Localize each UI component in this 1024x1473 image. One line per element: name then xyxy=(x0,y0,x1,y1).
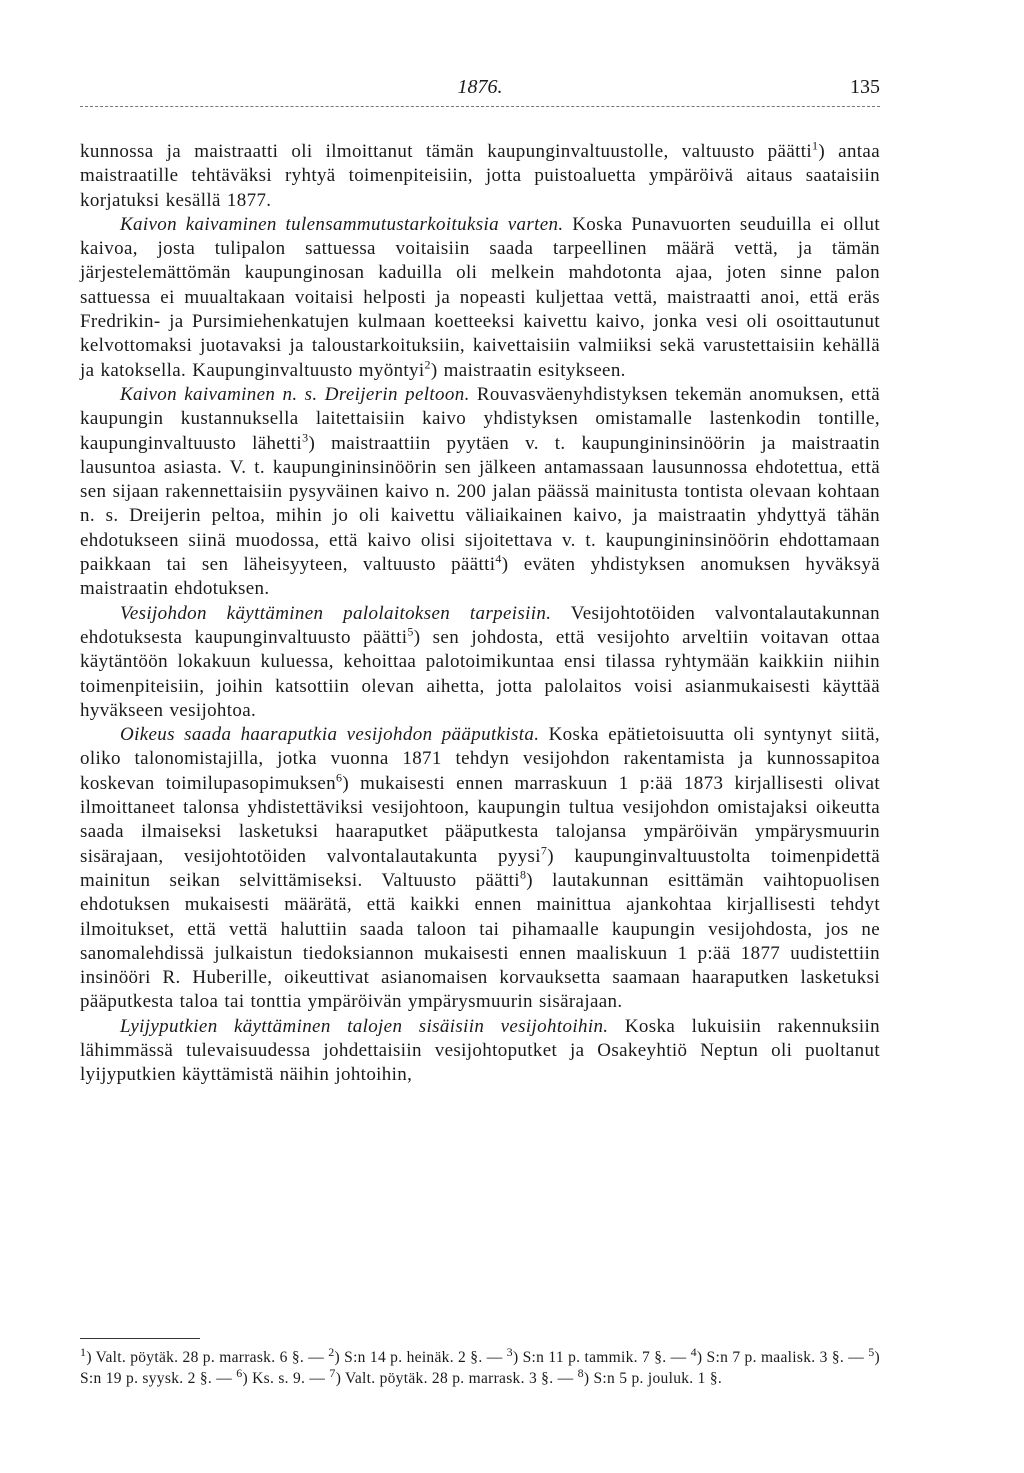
text-run: ) maistraattiin pyytäen v. t. kaupungininsinöörin ja maistraatin lausuntoa asiasta. V. t. kaupungininsinöörin sen jälkeen antamassaan lausunnossa ehdotettua, että sen sijaan rakennettaisiin pysyväinen kaivo n. 200 jalan päässä mainitusta tontista olevaan kohtaan n. s. Dreijerin peltoa, mihin jo oli kaivettu väliaikainen kaivo, ja maistraatin yhdyttyä tähän ehdotukseen siinä muodossa, että kaivo olisi sijoitettava v. t. kaupungininsinöörin ehdottamaan paikkaan tai sen läheisyyteen, valtuusto päätti xyxy=(80,432,880,576)
text-run: Koska Punavuorten seuduilla ei ollut kaivoa, josta tulipalon sattuessa voitaisiin saada tarpeellinen määrä vettä, ja tämän järjestelemättömän kaupunginosan kaduilla oli melkein mahdotonta ajaa, joten sinne palon sattuessa ei muualtakaan voitaisi helposti ja nopeasti kuljettaa vettä, maistraatti anoi, että eräs Fredrikin- ja Pursimiehenkatujen kulmaan koetteeksi kaivettu kaivo, jonka vesi oli osoittautunut kelvottomaksi juotavaksi ja taloustarkoituksiin, kaivettaisiin valmiiksi sekä varustettaisiin kehällä ja katoksella. Kaupunginvaltuusto myöntyi xyxy=(80,213,881,381)
footnote-ref: 1 xyxy=(812,138,819,153)
footnote-ref: 3 xyxy=(302,430,309,445)
text-run: ) S:n 11 p. tammik. 7 §. — xyxy=(512,1349,691,1366)
text-run: Vesijohtotöiden valvontalautakunnan ehdotuksesta kaupunginvaltuusto päätti xyxy=(80,602,880,648)
paragraph xyxy=(80,383,880,602)
footnote-ref: 6 xyxy=(335,770,343,785)
text-run: Koska lukuisiin rakennuksiin lähimmässä tulevaisuudessa johdettaisiin vesijohtoputket ja Osakeyhtiö Neptun oli puoltanut lyijyputkien käyttämistä näihin johtoihin, xyxy=(80,1015,880,1086)
text-run: ) Valt. pöytäk. 28 p. marrask. 6 §. — xyxy=(86,1349,329,1366)
footnote-ref: 5 xyxy=(868,1344,875,1359)
text-run: ) eväten yhdistyksen anomuksen hyväksyä maistraatin ehdotuksen. xyxy=(80,554,880,600)
body-text xyxy=(80,140,880,1088)
text-run: ) antaa maistraatille tehtäväksi ryhtyä toimenpiteisiin, jotta puistoaluetta ympäröivä aitaus saataisiin korjatuksi kesällä 1877. xyxy=(80,141,880,211)
text-run: ) sen johdosta, että vesijohto arveltiin voitavan ottaa käytäntöön lokakuun kuluessa, kehoittaa palotoimikuntaa ensi tilassa ryhtymään kaikkiin niihin toimenpiteisiin, joihin katsottiin olevan aihetta, jotta palolaitos voisi asianmukaisesti käyttää hyväkseen vesijohtoa. xyxy=(80,626,880,721)
paragraph xyxy=(80,723,880,1015)
text-run: ) Valt. pöytäk. 28 p. marrask. 3 §. — xyxy=(335,1370,578,1387)
footnotes xyxy=(80,1344,880,1389)
footnote-ref: 8 xyxy=(577,1365,584,1380)
footnote-ref: 4 xyxy=(690,1344,697,1359)
footnote-ref: 3 xyxy=(506,1344,513,1359)
footnote-ref: 1 xyxy=(80,1344,87,1359)
text-run: Rouvasväenyhdistyksen tekemän anomuksen, että kaupungin kustannuksella laitettaisiin kaivo yhdistyksen omistamalle lastenkodin tontille, kaupunginvaltuusto lähetti xyxy=(80,383,880,454)
section-heading: Oikeus saada haaraputkia vesijohdon pääputkista. xyxy=(120,724,540,746)
footnote-ref: 8 xyxy=(519,867,527,882)
footnote-ref: 2 xyxy=(424,357,431,372)
header-rule xyxy=(80,106,880,107)
footnote-ref: 5 xyxy=(407,624,414,639)
text-run: ) lautakunnan esittämän vaihtopuolisen ehdotuksen mukaisesti määrätä, että kaikki ennen mainittua ajankohtaa kirjallisesti tehdyt ilmoitukset, että vettä haluttiin saada taloon tai pihamaalle kaupungin vesijohdosta, jos ne sanomalehdissä julkaistun tiedoksiannon mukaisesti ennen maaliskuun 1 p:ää 1877 uudistettiin insinööri R. Huberille, oikeuttivat asianomaisen korvauksetta saamaan haaraputken lasketuksi pääputkesta taloa tai tonttia ympäröivän ympärysmuurin sisärajaan. xyxy=(80,869,880,1013)
text-run: ) S:n 19 p. syysk. 2 §. — xyxy=(80,1349,880,1387)
footnote-ref: 7 xyxy=(540,843,548,858)
section-heading: Lyijyputkien käyttäminen talojen sisäisiin vesijohtoihin. xyxy=(120,1015,609,1037)
paragraph xyxy=(80,602,880,723)
footnote-ref: 6 xyxy=(236,1365,243,1380)
footnote-rule xyxy=(80,1338,200,1339)
section-heading: Kaivon kaivaminen n. s. Dreijerin peltoon. xyxy=(120,383,470,405)
paragraph xyxy=(80,1015,880,1088)
text-run: Koska epätietoisuutta oli syntynyt siitä, oliko talonomistajilla, jotka vuonna 1871 tehdyn vesijohdon rakentamista ja kunnossapitoa koskevan toimilupasopimuksen xyxy=(80,724,880,794)
text-run: ) S:n 7 p. maalisk. 3 §. — xyxy=(696,1349,869,1366)
text-run: ) Ks. s. 9. — xyxy=(242,1370,330,1387)
section-heading: Vesijohdon käyttäminen palolaitoksen tarpeisiin. xyxy=(120,602,552,624)
paragraph xyxy=(80,140,880,213)
section-heading: Kaivon kaivaminen tulensammutustarkoituksia varten. xyxy=(120,213,564,235)
footnote-ref: 7 xyxy=(329,1365,336,1380)
running-head xyxy=(80,76,880,102)
header-year: 1876. xyxy=(457,76,503,98)
text-run: kunnossa ja maistraatti oli ilmoittanut tämän kaupunginvaltuustolle, valtuusto päätti xyxy=(80,141,812,162)
text-run: ) maistraatin esitykseen. xyxy=(430,359,626,381)
page-number: 135 xyxy=(850,76,880,98)
footnote-ref: 4 xyxy=(495,551,502,566)
paragraph xyxy=(80,213,880,383)
text-run: ) mukaisesti ennen marraskuun 1 p:ää 1873 kirjallisesti olivat ilmoittaneet talonsa yhdistettäviksi vesijohtoon, kaupungin tultua vesijohdon omistajaksi oikeutta saada ilmaiseksi lasketuksi haaraputket pääputkesta talojansa ympäröivän ympärysmuurin sisärajaan, vesijohtotöiden valvontalautakunta pyysi xyxy=(80,772,880,867)
text-run: ) kaupunginvaltuustolta toimenpidettä mainitun seikan selvittämiseksi. Valtuusto päätti xyxy=(80,845,880,891)
text-run: ) S:n 5 p. jouluk. 1 §. xyxy=(583,1370,723,1387)
footnote-ref: 2 xyxy=(328,1344,335,1359)
text-run: ) S:n 14 p. heinäk. 2 §. — xyxy=(334,1349,507,1366)
footnote-paragraph xyxy=(80,1344,880,1389)
